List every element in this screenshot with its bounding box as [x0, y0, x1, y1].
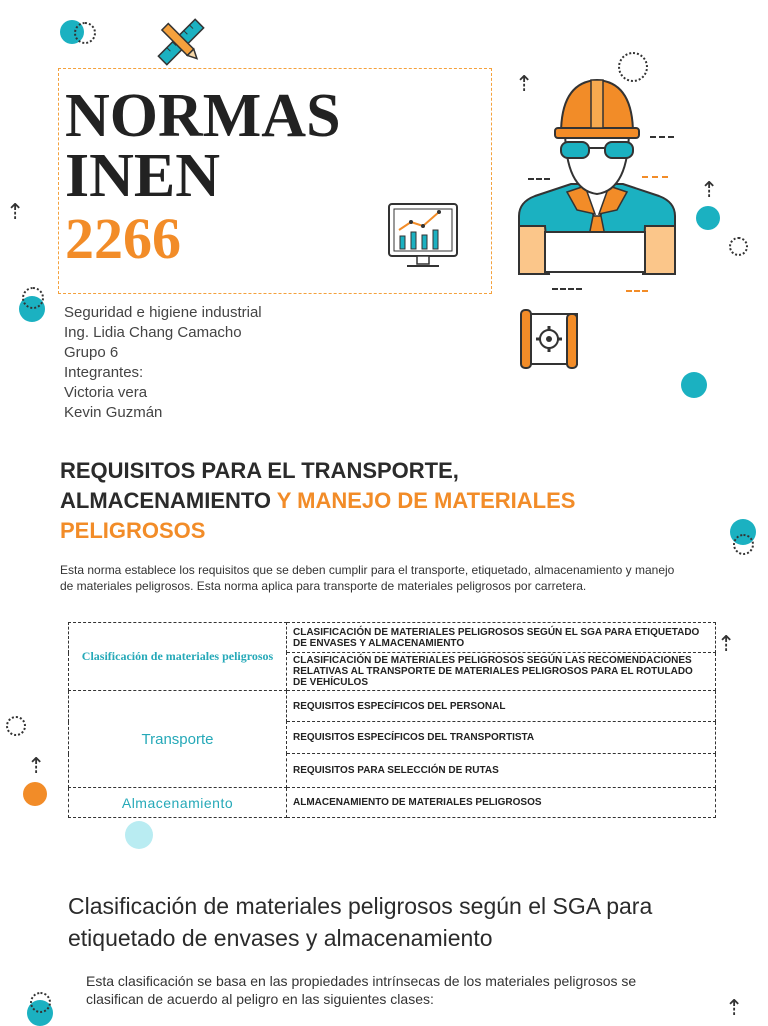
intro-paragraph: Esta norma establece los requisitos que se deben cumplir para el transporte, etiquetado, almacenamiento y manejo de materiales peligrosos. Esta norma aplica para transporte de materiales peligrosos por carretera. [60, 563, 675, 593]
table-item: REQUISITOS PARA SELECCIÓN DE RUTAS [287, 754, 716, 788]
table-item: CLASIFICACIÓN DE MATERIALES PELIGROSOS SEGÚN LAS RECOMENDACIONES RELATIVAS AL TRANSPORTE DE MATERIALES PELIGROSOS PARA EL ROTULADO DE VEHÍCULOS [287, 653, 716, 691]
ruler-pencil-icon [156, 18, 206, 66]
dashed-arrow-up-icon: ⇡ [725, 996, 744, 1021]
requirements-heading-dark: ALMACENAMIENTO [60, 488, 272, 513]
decor-teal-dot [681, 372, 707, 398]
decor-dotted-ring [729, 237, 748, 256]
table-category-clasificacion: Clasificación de materiales peligrosos [69, 623, 287, 691]
info-member-1: Victoria vera [64, 384, 148, 401]
dashed-arrow-up-icon: ⇡ [515, 72, 534, 97]
decor-teal-dot [696, 206, 720, 230]
decor-dash-line [552, 288, 582, 290]
decor-dash-line [642, 176, 668, 178]
info-member-2: Kevin Guzmán [64, 404, 163, 421]
dashed-arrow-up-icon: ⇡ [700, 178, 719, 203]
decor-orange-dot [23, 782, 47, 806]
table-item: REQUISITOS ESPECÍFICOS DEL TRANSPORTISTA [287, 722, 716, 754]
decor-dotted-ring [74, 22, 96, 44]
decor-dotted-ring [22, 287, 44, 309]
decor-dotted-ring [30, 992, 51, 1013]
decor-light-teal-dot [125, 821, 153, 849]
info-course: Seguridad e higiene industrial [64, 304, 262, 321]
table-item: REQUISITOS ESPECÍFICOS DEL PERSONAL [287, 691, 716, 722]
decor-dotted-ring [6, 716, 26, 736]
decor-dash-line [626, 290, 648, 292]
requirements-heading-line-1: REQUISITOS PARA EL TRANSPORTE, [60, 458, 459, 483]
info-block [64, 303, 262, 423]
title-line-2: INEN [65, 142, 221, 210]
requirements-heading-orange: Y MANEJO DE MATERIALES [271, 488, 576, 513]
title-number: 2266 [65, 206, 181, 271]
requirements-heading [60, 456, 720, 546]
section-2-paragraph: Esta clasificación se basa en las propiedades intrínsecas de los materiales peligrosos se clasifican de acuerdo al peligro en las siguientes clases: [86, 973, 637, 1007]
table-item: ALMACENAMIENTO DE MATERIALES PELIGROSOS [287, 788, 716, 818]
dashed-arrow-up-icon: ⇡ [6, 200, 25, 225]
decor-dash-line [650, 136, 674, 138]
table-item: CLASIFICACIÓN DE MATERIALES PELIGROSOS SEGÚN EL SGA PARA ETIQUETADO DE ENVASES Y ALMACENAMIENTO [287, 623, 716, 653]
blueprint-gear-icon [517, 306, 581, 372]
info-group: Grupo 6 [64, 344, 119, 361]
info-teacher: Ing. Lidia Chang Camacho [64, 324, 242, 341]
table-category-almacenamiento: Almacenamiento [69, 788, 287, 818]
decor-dash-line [528, 178, 550, 180]
section-2-heading: Clasificación de materiales peligrosos según el SGA para etiquetado de envases y almacenamiento [68, 893, 653, 951]
info-members-label: Integrantes: [64, 364, 144, 381]
decor-dotted-ring [733, 534, 754, 555]
dashed-arrow-up-icon: ⇡ [27, 754, 46, 779]
table-category-transporte: Transporte [69, 691, 287, 788]
requirements-table [68, 622, 716, 818]
dashed-arrow-up-icon: ⇡ [717, 632, 736, 657]
monitor-chart-icon [387, 202, 459, 270]
title-line-1: NORMAS [65, 82, 341, 150]
requirements-heading-line-3: PELIGROSOS [60, 518, 206, 543]
